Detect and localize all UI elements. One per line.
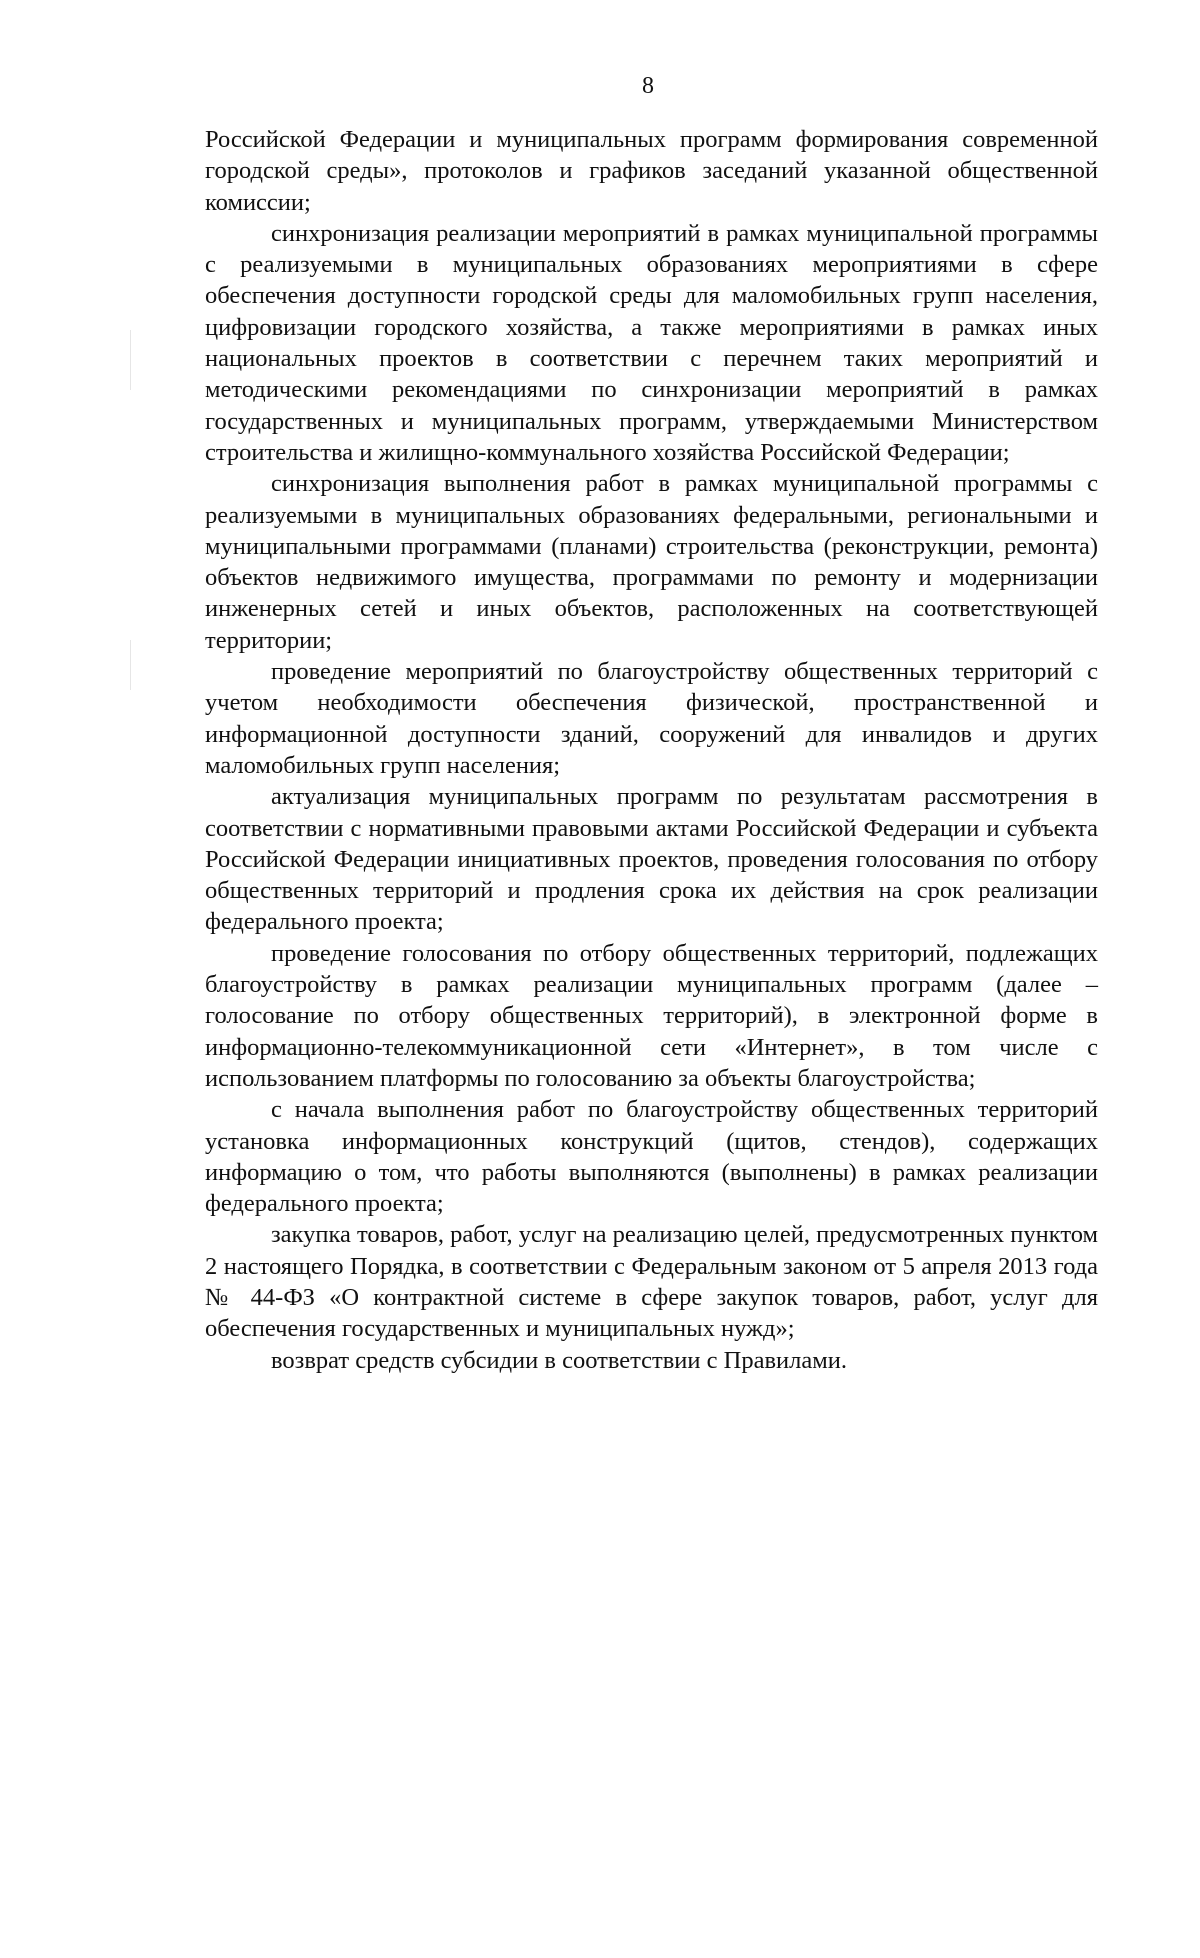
paragraph-9: возврат средств субсидии в соответствии с Правилами. <box>271 1346 847 1374</box>
paragraph-3: синхронизация выполнения работ в рамках муниципальной программы с реализуемыми в муниципальных образованиях федеральными, региональными и муниципальными программами (планами) строительства (реконструкции, ремонта) объектов недвижимого имущества, программами по ремонту и модернизации инженерных сетей и иных объектов, расположенных на соответствующей территории; <box>205 470 1098 654</box>
page-number: 8 <box>642 73 654 99</box>
scan-artifact-line <box>130 640 131 690</box>
paragraph-1: Российской Федерации и муниципальных программ формирования современной городской среды», протоколов и графиков заседаний указанной общественной комиссии; <box>205 126 1098 216</box>
paragraph-8: закупка товаров, работ, услуг на реализацию целей, предусмотренных пунктом 2 настоящего Порядка, в соответствии с Федеральным законом от 5 апреля 2013 года № 44-ФЗ «О контрактной системе в сфере закупок товаров, работ, услуг для обеспечения государственных и муниципальных нужд»; <box>205 1221 1098 1343</box>
paragraph-5: актуализация муниципальных программ по результатам рассмотрения в соответствии с нормативными правовыми актами Российской Федерации и субъекта Российской Федерации инициативных проектов, проведения голосования по отбору общественных территорий и продления срока их действия на срок реализации федерального проекта; <box>205 783 1098 936</box>
scan-artifact-line <box>130 330 131 390</box>
paragraph-7: с начала выполнения работ по благоустройству общественных территорий установка информационных конструкций (щитов, стендов), содержащих информацию о том, что работы выполняются (выполнены) в рамках реализации федерального проекта; <box>205 1096 1098 1218</box>
paragraph-4: проведение мероприятий по благоустройству общественных территорий с учетом необходимости обеспечения физической, пространственной и информационной доступности зданий, сооружений для инвалидов и других маломобильных групп населения; <box>205 658 1098 779</box>
paragraph-6: проведение голосования по отбору общественных территорий, подлежащих благоустройству в рамках реализации муниципальных программ (далее – голосование по отбору общественных территорий), в электронной форме в информационно-телекоммуникационной сети «Интернет», в том числе с использованием платформы по голосованию за объекты благоустройства; <box>205 939 1098 1092</box>
document-body <box>205 124 1098 1376</box>
paragraph-2: синхронизация реализации мероприятий в рамках муниципальной программы с реализуемыми в муниципальных образованиях мероприятиями в сфере обеспечения доступности городской среды для маломобильных групп населения, цифровизации городского хозяйства, а также мероприятиями в рамках иных национальных проектов в соответствии с перечнем таких мероприятий и методическими рекомендациями по синхронизации мероприятий в рамках государственных и муниципальных программ, утверждаемыми Министерством строительства и жилищно-коммунального хозяйства Российской Федерации; <box>205 219 1098 466</box>
